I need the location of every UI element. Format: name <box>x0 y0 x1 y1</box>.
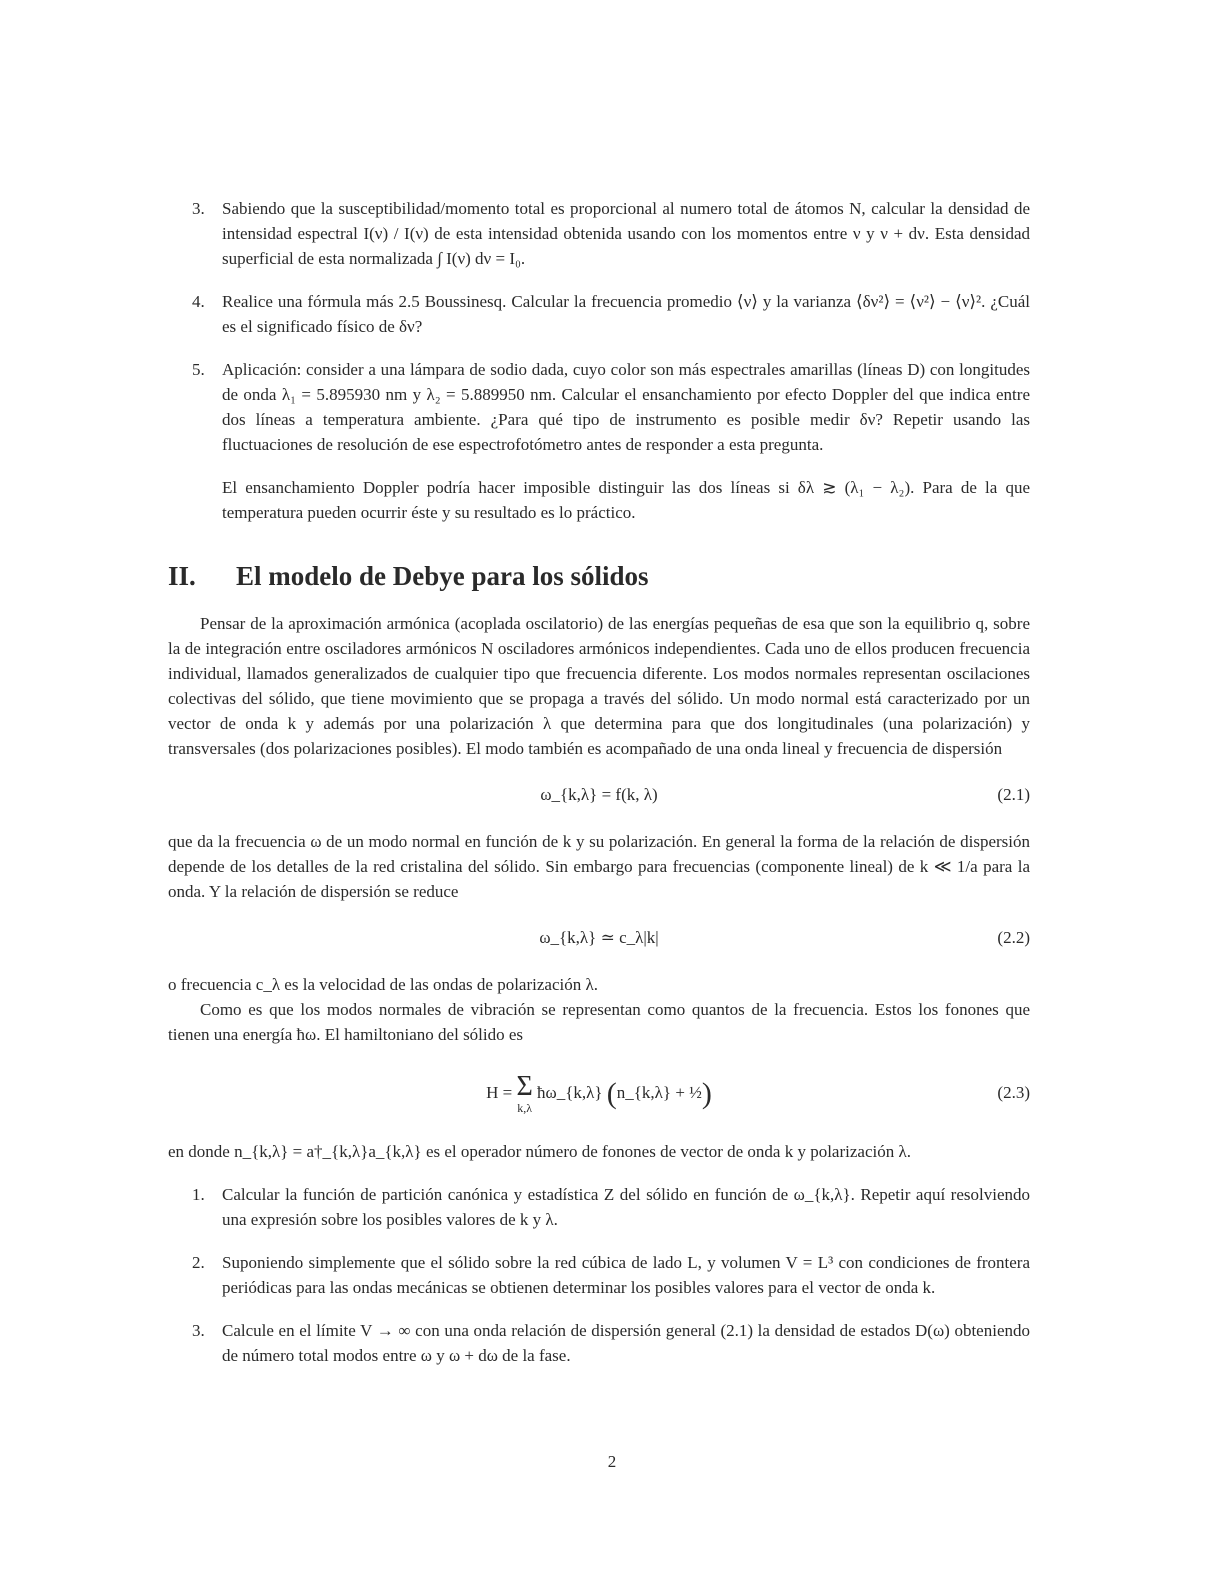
sum-symbol <box>516 1073 532 1115</box>
right-paren: ) <box>701 1077 712 1111</box>
paragraph: que da la frecuencia ω de un modo normal en función de k y su polarización. En general la forma de la relación de dispersión depende de los detalles de la red cristalina del sólido. Sin embargo para frecuencias (componente lineal) de k ≪ 1/a para la onda. Y la relación de dispersión se reduce <box>168 832 1030 901</box>
item-number: 1. <box>192 1185 205 1204</box>
equation-body: ω_{k,λ} ≃ c_λ|k| <box>539 928 659 947</box>
left-paren: ( <box>606 1077 617 1111</box>
equation-number: (2.1) <box>997 785 1030 804</box>
item-number: 3. <box>192 1321 205 1340</box>
equation <box>168 775 1030 815</box>
item-number: 4. <box>192 292 205 311</box>
page-content <box>168 196 1030 1386</box>
list-item <box>168 1250 1030 1300</box>
equation-lhs: H = <box>486 1083 517 1102</box>
item-text: Calcule en el límite V → ∞ con una onda relación de dispersión general (2.1) la densidad de estados D(ω) obteniendo de número total modos entre ω y ω + dω de la fase. <box>222 1321 1030 1365</box>
section-title: El modelo de Debye para los sólidos <box>236 561 649 591</box>
sum-sign: Σ <box>516 1071 533 1103</box>
page-number: 2 <box>607 1452 617 1471</box>
paragraph: en donde n_{k,λ} = a†_{k,λ}a_{k,λ} es el operador número de fonones de vector de onda k y polarización λ. <box>168 1142 911 1161</box>
item-text: Aplicación: consider a una lámpara de sodio dada, cuyo color son más espectrales amarillas (líneas D) con longitudes de onda λ₁ = 5.895930 nm y λ₂ = 5.889950 nm. Calcular el ensanchamiento por efecto Doppler del que indica entre dos líneas a temperatura ambiente. ¿Para qué tipo de instrumento es posible medir δν? Repetir usando las fluctuaciones de resolución de ese espectrofotómetro antes de responder a esta pregunta. <box>222 360 1030 454</box>
paragraph: Como es que los modos normales de vibración se representan como quantos de la frecuencia. Estos los fonones que tienen una energía ħω. El hamiltoniano del sólido es <box>168 1000 1030 1044</box>
paragraph: o frecuencia c_λ es la velocidad de las ondas de polarización λ. <box>168 975 598 994</box>
list-item <box>168 289 1030 339</box>
item-text: Suponiendo simplemente que el sólido sobre la red cúbica de lado L, y volumen V = L³ con condiciones de frontera periódicas para las ondas mecánicas se obtienen determinar los posibles valores para el vector de onda k. <box>222 1253 1030 1297</box>
equation <box>168 918 1030 958</box>
equation <box>168 1061 1030 1125</box>
equation-half: ½ <box>689 1083 702 1102</box>
item-text: Sabiendo que la susceptibilidad/momento total es proporcional al numero total de átomos N, calcular la densidad de intensidad espectral I(ν) / I(ν) de esta intensidad obtenida usando con los momentos entre ν y ν + dν. Esta densidad superficial de esta normalizada ∫ I(ν) dν = I₀. <box>222 199 1030 268</box>
item-number: 5. <box>192 360 205 379</box>
list-item <box>168 1318 1030 1368</box>
list-item <box>168 357 1030 457</box>
section-number: II. <box>168 561 196 591</box>
section-heading <box>168 559 1030 593</box>
question-list <box>168 1182 1030 1368</box>
continuation-paragraph: El ensanchamiento Doppler podría hacer imposible distinguir las dos líneas si δλ ≳ (λ₁ − λ₂). Para de la que temperatura pueden ocurrir éste y su resultado es lo práctico. <box>222 478 1030 522</box>
equation-term: ħω_{k,λ} <box>537 1083 603 1102</box>
item-number: 2. <box>192 1253 205 1272</box>
item-text: Realice una fórmula más 2.5 Boussinesq. Calcular la frecuencia promedio ⟨ν⟩ y la varianza ⟨δν²⟩ = ⟨ν²⟩ − ⟨ν⟩². ¿Cuál es el significado físico de δν? <box>222 292 1030 336</box>
equation-body: ω_{k,λ} = f(k, λ) <box>540 785 658 804</box>
item-number: 3. <box>192 199 205 218</box>
list-item <box>168 196 1030 271</box>
equation-paren-inner: n_{k,λ} + <box>616 1083 690 1102</box>
equation-number: (2.3) <box>997 1083 1030 1102</box>
equation-number: (2.2) <box>997 928 1030 947</box>
item-text: Calcular la función de partición canónica y estadística Z del sólido en función de ω_{k,λ}. Repetir aquí resolviendo una expresión sobre los posibles valores de k y λ. <box>222 1185 1030 1229</box>
list-item <box>168 1182 1030 1232</box>
equation-body <box>486 1061 712 1126</box>
sum-subscript: k,λ <box>517 1101 533 1116</box>
paragraph: Pensar de la aproximación armónica (acoplada oscilatorio) de las energías pequeñas de esa que son la equilibrio q, sobre la de integración entre osciladores armónicos N osciladores armónicos independientes. Cada uno de ellos producen frecuencia individual, llamados generalizados de cualquier tipo que frecuencia diferente. Los modos normales representan oscilaciones colectivas del sólido, que tiene movimiento que se propaga a través del sólido. Un modo normal está caracterizado por un vector de onda k y además por una polarización λ que determina para que dos longitudinales (una polarización) y transversales (dos polarizaciones posibles). El modo también es acompañado de una onda lineal y frecuencia de dispersión <box>168 614 1030 758</box>
